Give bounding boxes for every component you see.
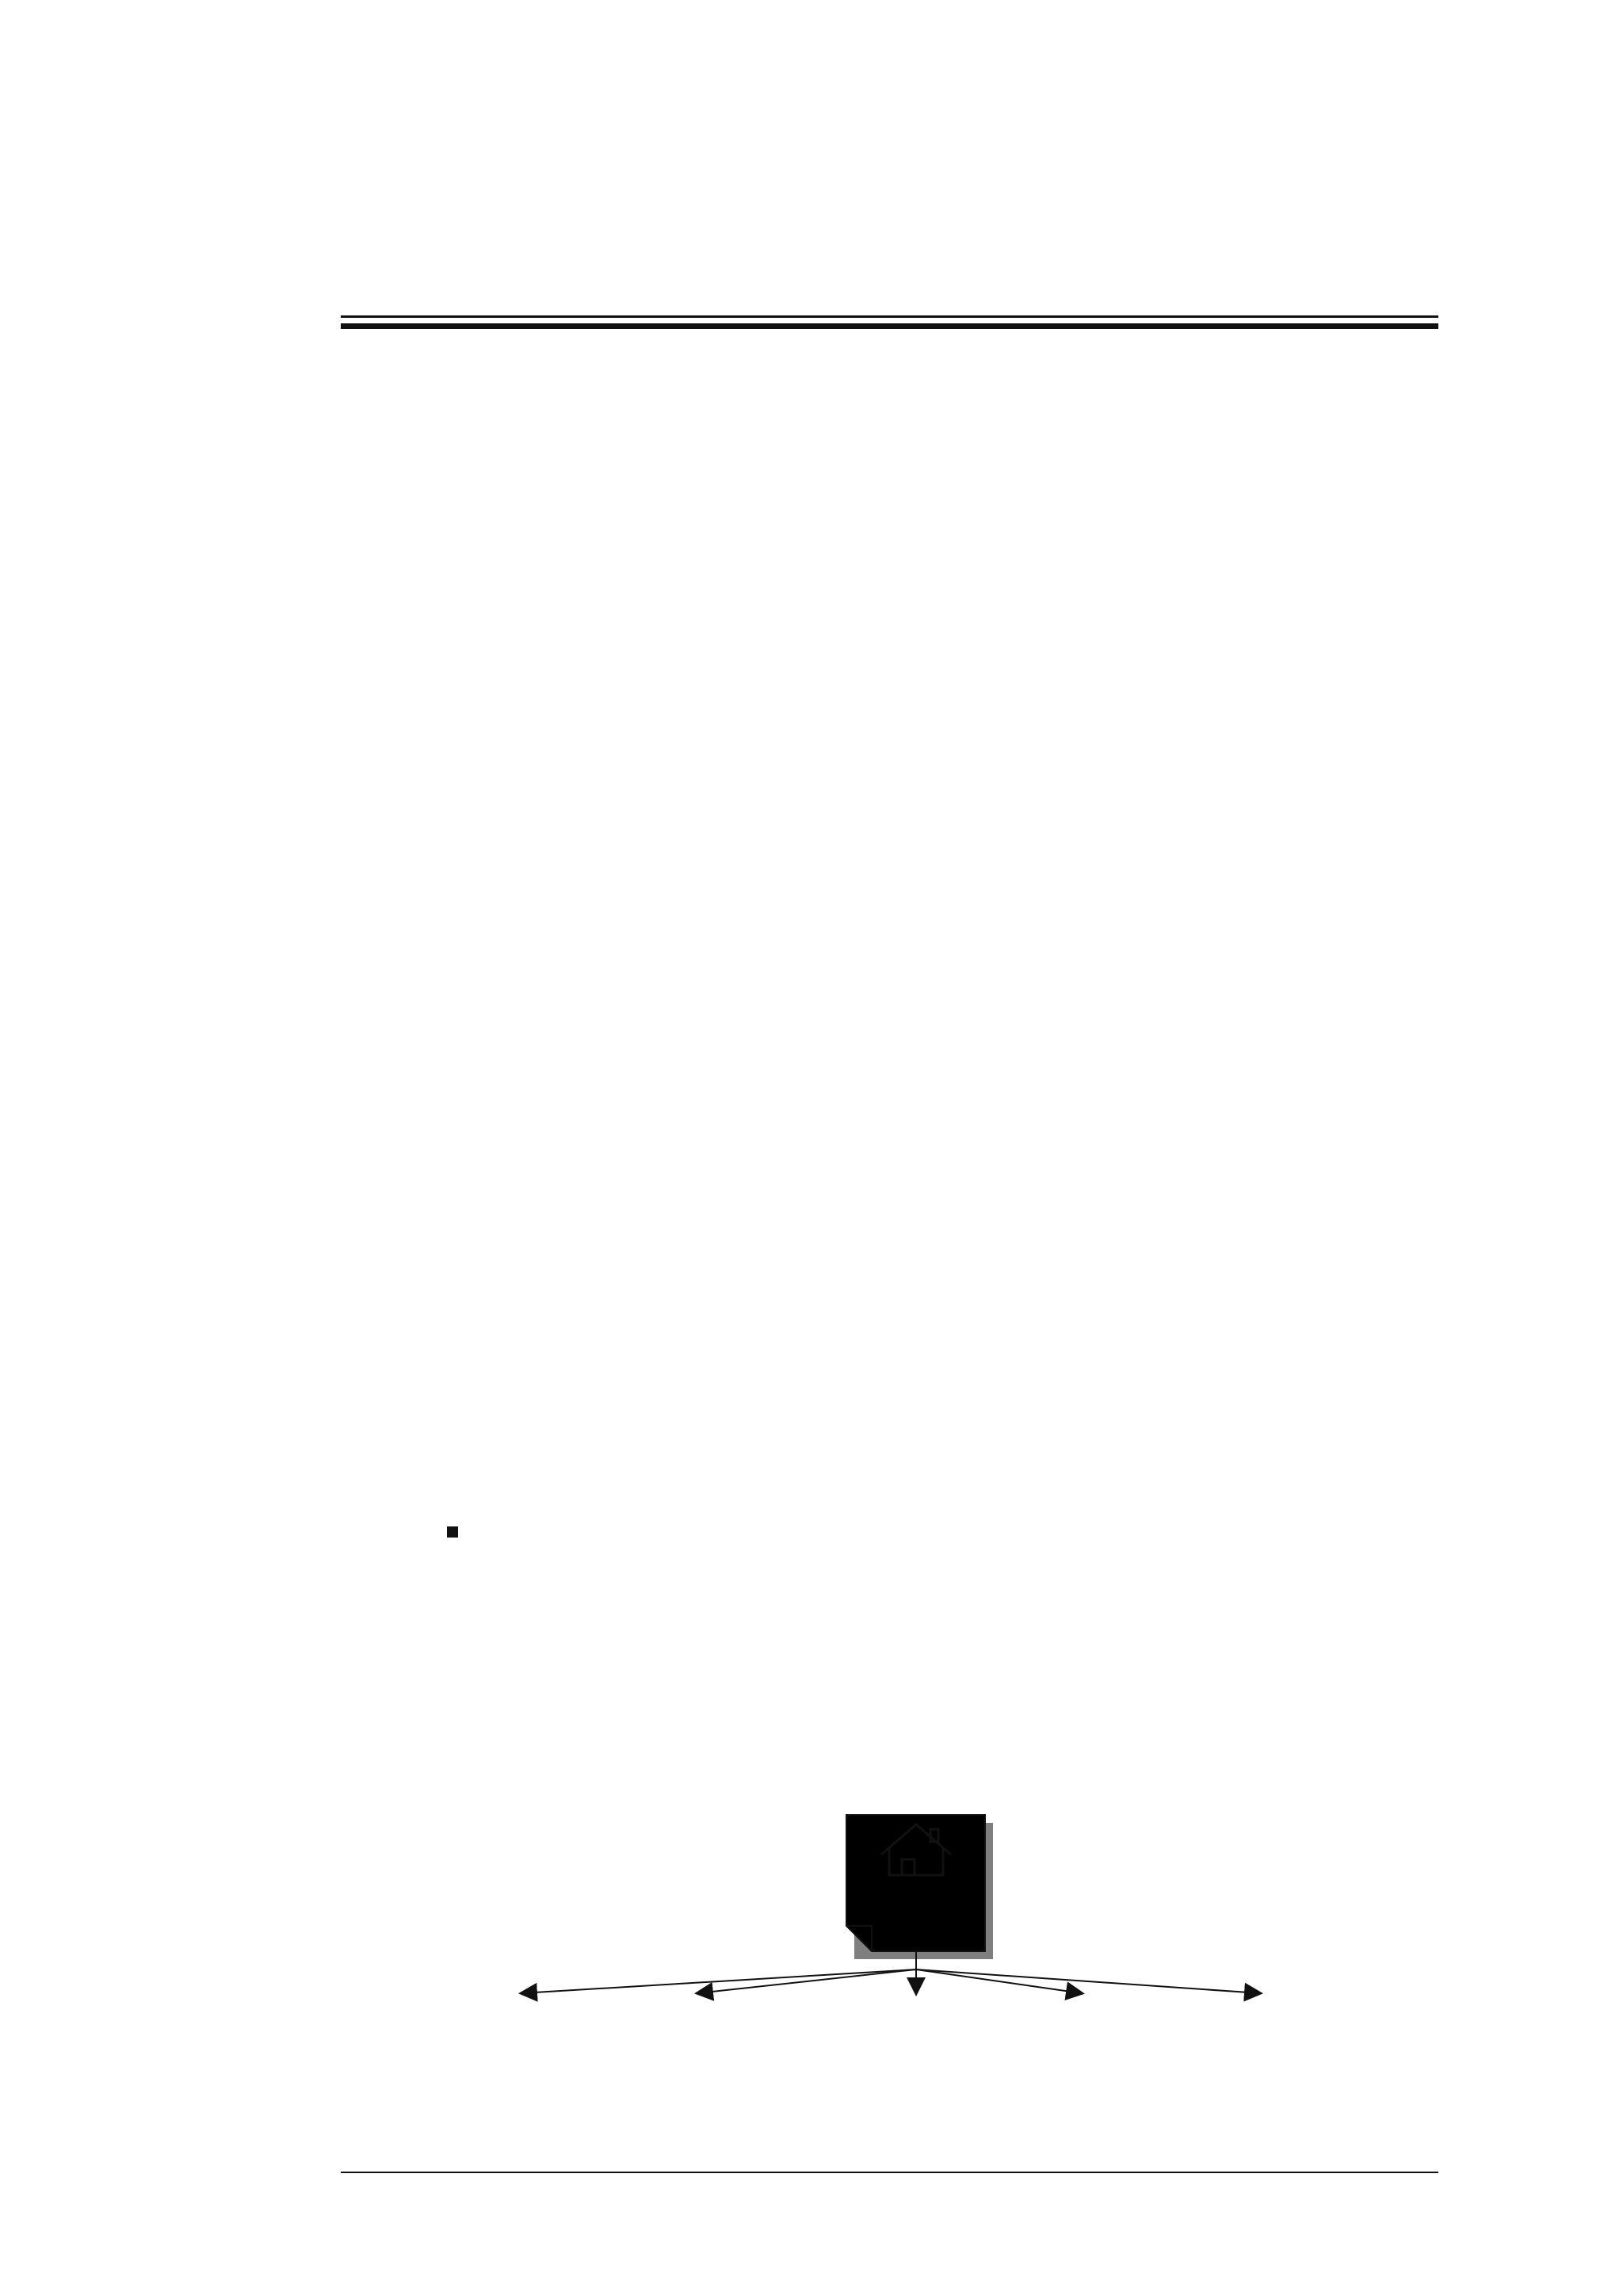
website-structure-diagram <box>468 1799 1323 2132</box>
title-rule-thick <box>341 323 1438 329</box>
homepage-page <box>846 1815 985 1951</box>
bullet-square-icon <box>447 1526 458 1538</box>
footer-rule <box>341 2172 1438 2173</box>
homepage-node <box>846 1815 993 1959</box>
title-rule-thin <box>341 315 1438 318</box>
